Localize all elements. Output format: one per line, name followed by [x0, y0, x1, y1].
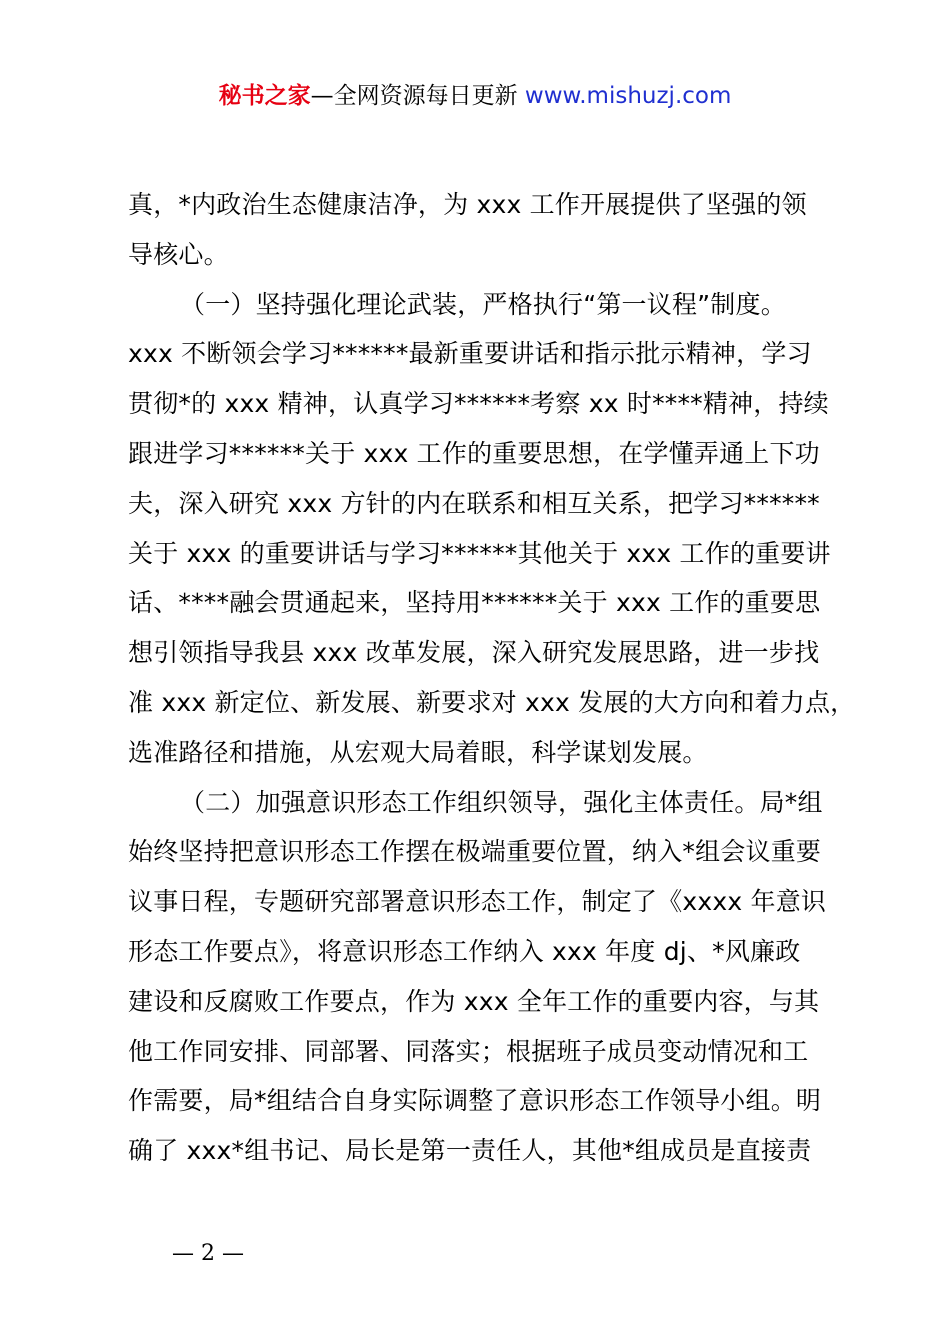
text-line: 选准路径和措施，从宏观大局着眼，科学谋划发展。 [128, 737, 708, 767]
site-brand: 秘书之家 [218, 83, 311, 109]
page-number: — 2 — [172, 1241, 244, 1266]
text-line: 他工作同安排、同部署、同落实；根据班子成员变动情况和工 [128, 1036, 809, 1066]
site-url[interactable]: www.mishuzj.com [524, 83, 732, 109]
text-line: 形态工作要点》，将意识形态工作纳入 xxx 年度 dj、*风廉政 [128, 936, 801, 966]
section-heading-line: （二）加强意识形态工作组织领导，强化主体责任。局*组 [180, 787, 823, 817]
section-heading-line: （一）坚持强化理论武装，严格执行“第一议程”制度。 [180, 289, 786, 319]
text-line: 确了 xxx*组书记、局长是第一责任人，其他*组成员是直接责 [128, 1136, 812, 1166]
text-line: 准 xxx 新定位、新发展、新要求对 xxx 发展的大方向和着力点， [128, 687, 856, 717]
text-line: 话、****融会贯通起来，坚持用******关于 xxx 工作的重要思 [128, 588, 821, 618]
document-body [128, 180, 868, 1176]
text-line: 议事日程，专题研究部署意识形态工作，制定了《xxxx 年意识 [128, 887, 827, 917]
text-line: 作需要，局*组结合自身实际调整了意识形态工作领导小组。明 [128, 1086, 822, 1116]
text-line: 夫，深入研究 xxx 方针的内在联系和相互关系，把学习****** [128, 488, 820, 518]
text-line: 真，*内政治生态健康洁净，为 xxx 工作开展提供了坚强的领 [128, 190, 807, 219]
text-line: 关于 xxx 的重要讲话与学习******其他关于 xxx 工作的重要讲 [128, 538, 831, 568]
site-tagline: —全网资源每日更新 [310, 83, 525, 109]
text-line: 想引领指导我县 xxx 改革发展，深入研究发展思路，进一步找 [128, 638, 820, 668]
text-line: 贯彻*的 xxx 精神，认真学习******考察 xx 时****精神，持续 [128, 389, 829, 419]
site-header [0, 80, 950, 112]
text-line: 建设和反腐败工作要点，作为 xxx 全年工作的重要内容，与其 [128, 986, 820, 1016]
text-line: 跟进学习******关于 xxx 工作的重要思想，在学懂弄通上下功 [128, 438, 820, 468]
text-line: 始终坚持把意识形态工作摆在极端重要位置，纳入*组会议重要 [128, 837, 822, 867]
text-line: 导核心。 [128, 239, 229, 269]
text-line: xxx 不断领会学习******最新重要讲话和指示批示精神，学习 [128, 339, 812, 369]
